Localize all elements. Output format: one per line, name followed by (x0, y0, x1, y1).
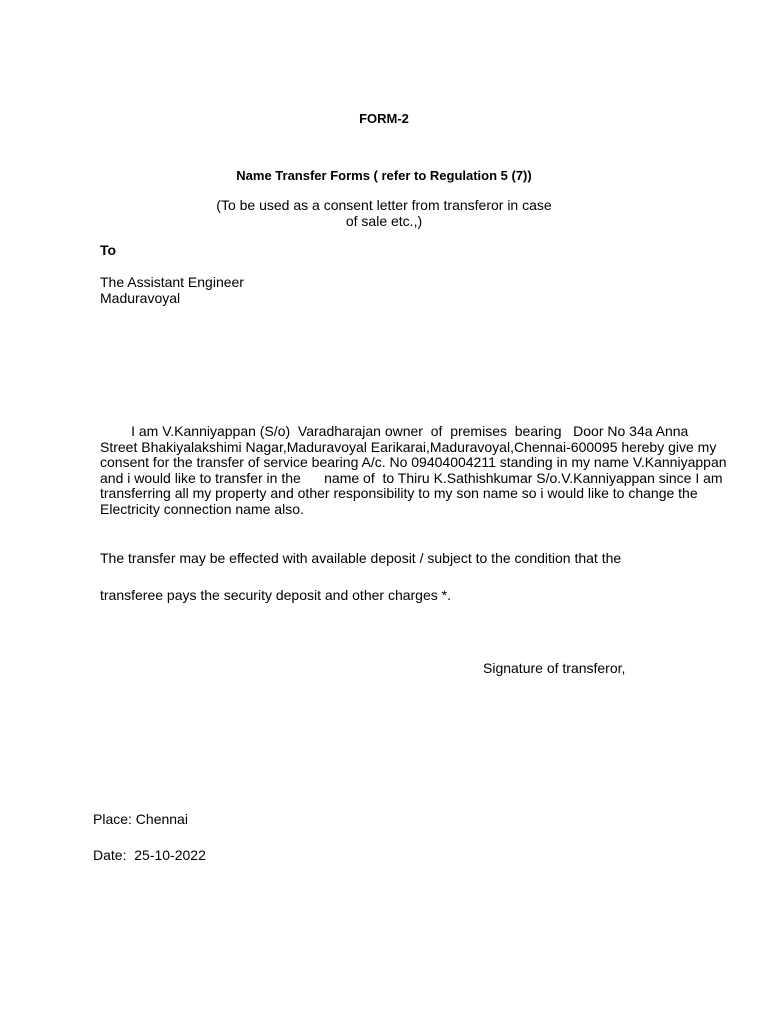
to-label: To (100, 242, 117, 258)
consent-line: transferring all my property and other responsibility to my son name so i would like to change the (100, 485, 698, 501)
date-field: Date: 25-10-2022 (93, 847, 206, 863)
condition-line-2: transferee pays the security deposit and other charges *. (100, 587, 451, 603)
form-subtitle: Name Transfer Forms ( refer to Regulation 5 (7)) (236, 168, 532, 183)
consent-paragraph (100, 424, 750, 517)
form-purpose-line-1: (To be used as a consent letter from transferor in case (216, 197, 552, 213)
consent-line: Street Bhakiyalakshimi Nagar,Maduravoyal Earikarai,Maduravoyal,Chennai-600095 hereby give my (100, 438, 717, 455)
address-line-2: Maduravoyal (100, 290, 181, 306)
place-field: Place: Chennai (93, 811, 188, 827)
condition-line-1: The transfer may be effected with available deposit / subject to the condition that the (100, 550, 622, 566)
consent-line: Electricity connection name also. (100, 500, 304, 517)
address-line-1: The Assistant Engineer (100, 274, 244, 290)
form-title: FORM-2 (359, 111, 409, 126)
consent-line: and i would like to transfer in the name of to Thiru K.Sathishkumar S/o.V.Kanniyappan since I am (100, 469, 723, 486)
consent-line: I am V.Kanniyappan (S/o) Varadharajan owner of premises bearing Door No 34a Anna (100, 423, 689, 439)
form-purpose-line-2: of sale etc.,) (345, 213, 423, 229)
signature-label: Signature of transferor, (483, 660, 626, 676)
consent-line: consent for the transfer of service bearing A/c. No 09404004211 standing in my name V.Kanniyappan (100, 454, 727, 470)
